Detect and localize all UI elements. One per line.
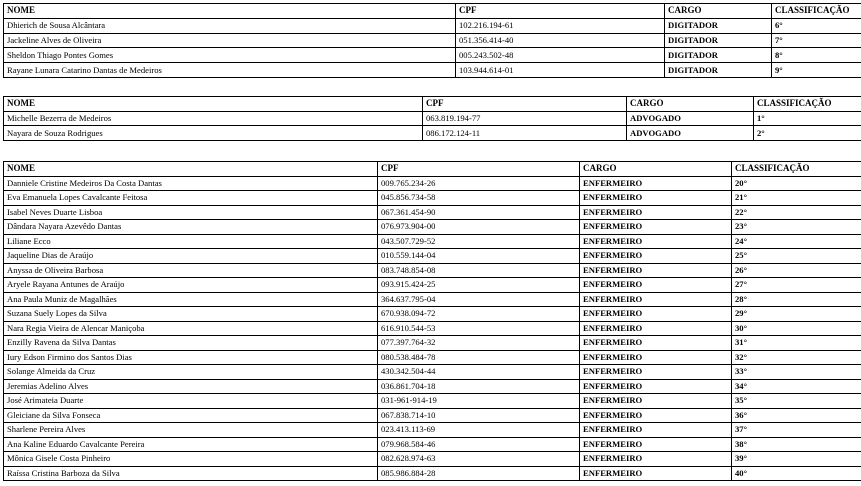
cell-classificacao: 30°	[732, 321, 861, 336]
cell-nome: Jackeline Alves de Oliveira	[4, 33, 456, 48]
cell-cargo: ENFERMEIRO	[580, 176, 732, 191]
table-row	[4, 321, 861, 336]
cell-nome: Jaqueline Dias de Araújo	[4, 249, 378, 264]
cell-classificacao: 1°	[754, 111, 861, 126]
header-cargo: CARGO	[627, 97, 754, 112]
cell-cpf: 067.838.714-10	[378, 408, 580, 423]
table-header-row	[4, 97, 861, 112]
cell-cpf: 045.856.734-58	[378, 191, 580, 206]
table-header-row	[4, 162, 861, 177]
cell-cpf: 430.342.504-44	[378, 365, 580, 380]
cell-cargo: ENFERMEIRO	[580, 191, 732, 206]
cell-cpf: 616.910.544-53	[378, 321, 580, 336]
table-row	[4, 452, 861, 467]
cell-classificacao: 24°	[732, 234, 861, 249]
cell-nome: Liliane Ecco	[4, 234, 378, 249]
cell-cpf: 103.944.614-01	[456, 63, 665, 78]
cell-cargo: ENFERMEIRO	[580, 292, 732, 307]
cell-cargo: ENFERMEIRO	[580, 350, 732, 365]
table-row	[4, 63, 861, 78]
cell-nome: Suzana Suely Lopes da Silva	[4, 307, 378, 322]
cell-nome: Aryele Rayana Antunes de Araújo	[4, 278, 378, 293]
cell-cpf: 080.538.484-78	[378, 350, 580, 365]
cell-cpf: 005.243.502-48	[456, 48, 665, 63]
table-row	[4, 292, 861, 307]
cell-cpf: 364.637.795-04	[378, 292, 580, 307]
cell-cargo: ENFERMEIRO	[580, 466, 732, 481]
digitador-table	[3, 3, 861, 78]
table-row	[4, 394, 861, 409]
cell-cpf: 102.216.194-61	[456, 18, 665, 33]
table-row	[4, 437, 861, 452]
cell-cargo: ENFERMEIRO	[580, 307, 732, 322]
table-row	[4, 33, 861, 48]
cell-cargo: ENFERMEIRO	[580, 234, 732, 249]
cell-nome: Eva Emanuela Lopes Cavalcante Feitosa	[4, 191, 378, 206]
table-row	[4, 379, 861, 394]
advogado-table	[3, 96, 861, 141]
cell-nome: Sheldon Thiago Pontes Gomes	[4, 48, 456, 63]
cell-classificacao: 8°	[772, 48, 861, 63]
header-nome: NOME	[4, 4, 456, 19]
header-cpf: CPF	[378, 162, 580, 177]
cell-cargo: DIGITADOR	[665, 18, 772, 33]
table-row	[4, 220, 861, 235]
cell-cpf: 010.559.144-04	[378, 249, 580, 264]
table-row	[4, 176, 861, 191]
cell-cargo: ENFERMEIRO	[580, 278, 732, 293]
cell-classificacao: 39°	[732, 452, 861, 467]
cell-cargo: ENFERMEIRO	[580, 321, 732, 336]
table-row	[4, 126, 861, 141]
cell-cpf: 076.973.904-00	[378, 220, 580, 235]
header-cargo: CARGO	[665, 4, 772, 19]
cell-cargo: DIGITADOR	[665, 63, 772, 78]
header-classificacao: CLASSIFICAÇÃO	[772, 4, 861, 19]
cell-nome: Dândara Nayara Azevêdo Dantas	[4, 220, 378, 235]
cell-cpf: 093.915.424-25	[378, 278, 580, 293]
cell-classificacao: 22°	[732, 205, 861, 220]
cell-cpf: 036.861.704-18	[378, 379, 580, 394]
cell-nome: Dhierich de Sousa Alcântara	[4, 18, 456, 33]
cell-nome: Ana Kaline Eduardo Cavalcante Pereira	[4, 437, 378, 452]
cell-nome: Raíssa Cristina Barboza da Silva	[4, 466, 378, 481]
header-classificacao: CLASSIFICAÇÃO	[732, 162, 861, 177]
cell-classificacao: 27°	[732, 278, 861, 293]
table-row	[4, 18, 861, 33]
cell-nome: Nara Regia Vieira de Alencar Maniçoba	[4, 321, 378, 336]
cell-nome: Ana Paula Muniz de Magalhães	[4, 292, 378, 307]
cell-nome: Anyssa de Oliveira Barbosa	[4, 263, 378, 278]
cell-cpf: 031-961-914-19	[378, 394, 580, 409]
table-row	[4, 408, 861, 423]
cell-classificacao: 38°	[732, 437, 861, 452]
table-row	[4, 365, 861, 380]
cell-cargo: ENFERMEIRO	[580, 220, 732, 235]
cell-classificacao: 31°	[732, 336, 861, 351]
cell-classificacao: 20°	[732, 176, 861, 191]
cell-nome: Gleiciane da Silva Fonseca	[4, 408, 378, 423]
cell-cargo: ENFERMEIRO	[580, 365, 732, 380]
cell-nome: Iury Edson Firmino dos Santos Dias	[4, 350, 378, 365]
cell-classificacao: 23°	[732, 220, 861, 235]
cell-classificacao: 7°	[772, 33, 861, 48]
cell-nome: Nayara de Souza Rodrigues	[4, 126, 423, 141]
header-nome: NOME	[4, 97, 423, 112]
table-header-row	[4, 4, 861, 19]
table-row	[4, 249, 861, 264]
cell-cpf: 051.356.414-40	[456, 33, 665, 48]
cell-cargo: ENFERMEIRO	[580, 423, 732, 438]
cell-cargo: ENFERMEIRO	[580, 452, 732, 467]
cell-cargo: DIGITADOR	[665, 48, 772, 63]
cell-cargo: ENFERMEIRO	[580, 437, 732, 452]
cell-cargo: ENFERMEIRO	[580, 336, 732, 351]
cell-classificacao: 36°	[732, 408, 861, 423]
table-row	[4, 263, 861, 278]
cell-classificacao: 28°	[732, 292, 861, 307]
cell-cpf: 077.397.764-32	[378, 336, 580, 351]
cell-classificacao: 40°	[732, 466, 861, 481]
cell-nome: José Arimateia Duarte	[4, 394, 378, 409]
cell-cargo: ENFERMEIRO	[580, 263, 732, 278]
cell-classificacao: 26°	[732, 263, 861, 278]
cell-nome: Rayane Lunara Catarino Dantas de Medeiros	[4, 63, 456, 78]
table-row	[4, 234, 861, 249]
cell-classificacao: 33°	[732, 365, 861, 380]
header-classificacao: CLASSIFICAÇÃO	[754, 97, 861, 112]
table-row	[4, 423, 861, 438]
cell-cargo: DIGITADOR	[665, 33, 772, 48]
cell-nome: Solange Almeida da Cruz	[4, 365, 378, 380]
cell-cpf: 083.748.854-08	[378, 263, 580, 278]
table-row	[4, 466, 861, 481]
cell-cpf: 009.765.234-26	[378, 176, 580, 191]
table-row	[4, 307, 861, 322]
cell-cpf: 067.361.454-90	[378, 205, 580, 220]
cell-cpf: 063.819.194-77	[423, 111, 627, 126]
cell-classificacao: 35°	[732, 394, 861, 409]
table-row	[4, 350, 861, 365]
table-row	[4, 48, 861, 63]
cell-nome: Isabel Neves Duarte Lisboa	[4, 205, 378, 220]
cell-cargo: ENFERMEIRO	[580, 205, 732, 220]
table-row	[4, 278, 861, 293]
table-row	[4, 336, 861, 351]
header-nome: NOME	[4, 162, 378, 177]
cell-cpf: 086.172.124-11	[423, 126, 627, 141]
cell-nome: Jeremias Adelino Alves	[4, 379, 378, 394]
enfermeiro-table	[3, 161, 861, 481]
cell-cpf: 023.413.113-69	[378, 423, 580, 438]
cell-nome: Danniele Cristine Medeiros Da Costa Dantas	[4, 176, 378, 191]
cell-cpf: 043.507.729-52	[378, 234, 580, 249]
header-cargo: CARGO	[580, 162, 732, 177]
cell-cpf: 670.938.094-72	[378, 307, 580, 322]
cell-cpf: 082.628.974-63	[378, 452, 580, 467]
cell-cargo: ADVOGADO	[627, 111, 754, 126]
cell-cargo: ENFERMEIRO	[580, 249, 732, 264]
cell-nome: Sharlene Pereira Alves	[4, 423, 378, 438]
table-row	[4, 205, 861, 220]
cell-nome: Mônica Gisele Costa Pinheiro	[4, 452, 378, 467]
cell-classificacao: 9°	[772, 63, 861, 78]
cell-cpf: 085.986.884-28	[378, 466, 580, 481]
cell-classificacao: 21°	[732, 191, 861, 206]
cell-classificacao: 34°	[732, 379, 861, 394]
cell-cargo: ENFERMEIRO	[580, 379, 732, 394]
header-cpf: CPF	[423, 97, 627, 112]
cell-classificacao: 6°	[772, 18, 861, 33]
cell-classificacao: 37°	[732, 423, 861, 438]
header-cpf: CPF	[456, 4, 665, 19]
cell-cargo: ADVOGADO	[627, 126, 754, 141]
table-row	[4, 111, 861, 126]
cell-nome: Enzilly Ravena da Silva Dantas	[4, 336, 378, 351]
cell-cargo: ENFERMEIRO	[580, 394, 732, 409]
cell-cargo: ENFERMEIRO	[580, 408, 732, 423]
cell-classificacao: 25°	[732, 249, 861, 264]
table-row	[4, 191, 861, 206]
cell-classificacao: 29°	[732, 307, 861, 322]
cell-classificacao: 2°	[754, 126, 861, 141]
cell-cpf: 079.968.584-46	[378, 437, 580, 452]
cell-nome: Michelle Bezerra de Medeiros	[4, 111, 423, 126]
cell-classificacao: 32°	[732, 350, 861, 365]
